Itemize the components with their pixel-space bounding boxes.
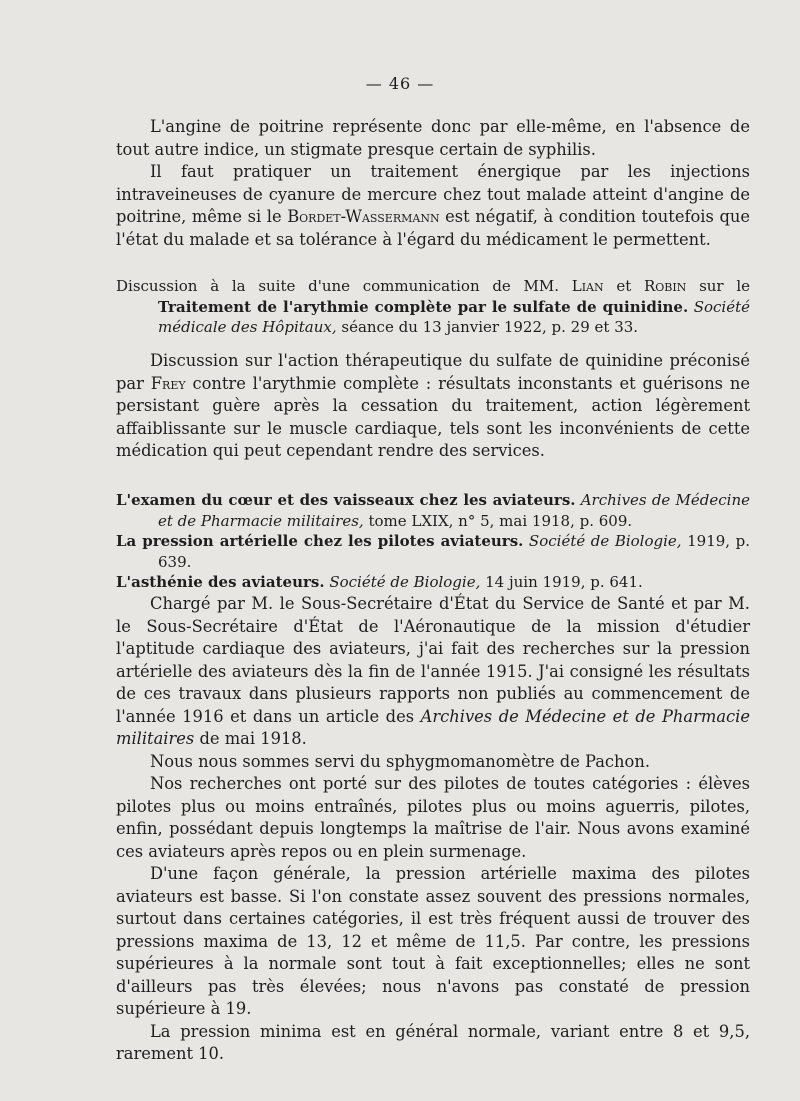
paragraph-pression-maxima xyxy=(116,863,750,1021)
pression-section xyxy=(116,593,750,1066)
reference-asthenie xyxy=(116,572,750,593)
reference-entry xyxy=(116,276,750,338)
paragraph-mission xyxy=(116,593,750,751)
paragraph-sphygmomanometre xyxy=(116,751,750,774)
reference-title: La pression artérielle chez les pilotes aviateurs. xyxy=(116,532,524,550)
paragraph-angine xyxy=(116,116,750,161)
reference-journal: Société de Biologie, xyxy=(324,573,481,591)
reference-text-b: et xyxy=(603,277,644,295)
reference-details: 14 juin 1919, p. 641. xyxy=(480,573,643,591)
author-name-bordet: Bordet-Wassermann xyxy=(287,207,440,226)
paragraph-recherches-text: Nos recherches ont porté sur des pilotes de toutes catégories : élèves pilotes plus ou moins entraînés, pilotes plus ou moins aguerris, pilotes, enfin, possédant depuis longtemps la maîtrise de l'air. Nous avons examiné ces aviateurs après repos ou en plein surmenage. xyxy=(116,774,750,861)
quinidine-section xyxy=(116,350,750,463)
author-name-lian: Lian xyxy=(571,277,604,295)
references-aviateurs xyxy=(116,490,750,593)
reference-details: tome LXIX, n° 5, mai 1918, p. 609. xyxy=(363,511,633,530)
reference-examen-coeur xyxy=(116,490,750,531)
reference-pression-arterielle xyxy=(116,531,750,572)
reference-journal: Société de Biologie, xyxy=(523,532,682,550)
reference-date: séance du 13 janvier 1922, p. 29 et 33. xyxy=(336,318,639,336)
paragraph-mission-journal: Archives de Médecine et de Pharmacie militaires xyxy=(116,706,751,748)
reference-journal: Archives de Médecine et de Pharmacie militaires, xyxy=(158,491,750,530)
paragraph-traitement xyxy=(116,161,750,251)
paragraph-pression-maxima-text: D'une façon générale, la pression artérielle maxima des pilotes aviateurs est basse. Si l'on constate assez souvent des pressions normales, surtout dans certaines catégories, il est très fréquent aussi de trouver des pressions maxima de 13, 12 et même de 11,5. Par contre, les pressions supérieures à la normale sont tout à fait exceptionnelles; elles ne sont d'ailleurs pas très élevées; nous n'avons pas constaté de pression supérieure à 19. xyxy=(116,864,750,1018)
paragraph-mission-text-a: Chargé par M. le Sous-Secrétaire d'État du Service de Santé et par M. le Sous-Secrétaire d'État de l'Aéronautique de la mission d'étudier l'aptitude cardiaque des aviateurs, j'ai fait des recherches sur la pression artérielle des aviateurs dès la fin de l'année 1915. J'ai consigné les résultats de ces travaux dans plusieurs rapports non publiés au commencement de l'année 1916 et dans un article des xyxy=(116,594,750,726)
reference-title: L'asthénie des aviateurs. xyxy=(116,573,325,591)
author-name-frey: Frey xyxy=(150,373,186,393)
paragraph-pression-minima-text: La pression minima est en général normale, variant entre 8 et 9,5, rarement 10. xyxy=(116,1021,750,1063)
paragraph-pression-minima xyxy=(116,1021,750,1066)
paragraph-angine-text: L'angine de poitrine représente donc par elle-même, en l'absence de tout autre indice, un stigmate presque certain de syphilis. xyxy=(116,117,750,159)
paragraph-traitement-text-a: Il faut pratiquer un traitement énergique par les injections intraveineuses de cyanure de mercure chez tout malade atteint d'angine de poitrine, même si le xyxy=(116,162,750,226)
paragraph-sphygmomanometre-text: Nous nous sommes servi du sphygmomanomètre de Pachon. xyxy=(150,751,651,771)
reference-lian-robin xyxy=(116,276,750,338)
paragraph-traitement-text-b: est négatif, à condition toutefois que l'état du malade et sa tolérance à l'égard du médicament le permettent. xyxy=(116,207,751,249)
page-number: — 46 — xyxy=(365,74,435,93)
paragraph-quinidine xyxy=(116,350,750,463)
paragraph-mission-text-b: de mai 1918. xyxy=(194,729,307,748)
paragraph-quinidine-text-b: contre l'arythmie complète : résultats inconstants et guérisons ne persistant guère après la cessation du traitement, action légèrement affaiblissante sur le muscle cardiaque, tels sont les inconvénients de cette médication qui peut cependant rendre des services. xyxy=(116,373,750,460)
intro-section xyxy=(116,116,750,251)
reference-title: L'examen du cœur et des vaisseaux chez les aviateurs. xyxy=(116,491,576,509)
reference-title: Traitement de l'arythmie complète par le sulfate de quinidine. xyxy=(158,297,689,316)
paragraph-recherches xyxy=(116,773,750,863)
reference-journal: Société médicale des Hôpitaux, xyxy=(158,297,750,336)
reference-text-a: Discussion à la suite d'une communication de MM. xyxy=(116,277,572,295)
author-name-robin: Robin xyxy=(643,277,687,295)
reference-text-c: sur le xyxy=(686,277,750,295)
reference-details: 1919, p. 639. xyxy=(158,532,750,571)
paragraph-quinidine-text-a: Discussion sur l'action thérapeutique du sulfate de quinidine préconisé par xyxy=(116,351,750,393)
